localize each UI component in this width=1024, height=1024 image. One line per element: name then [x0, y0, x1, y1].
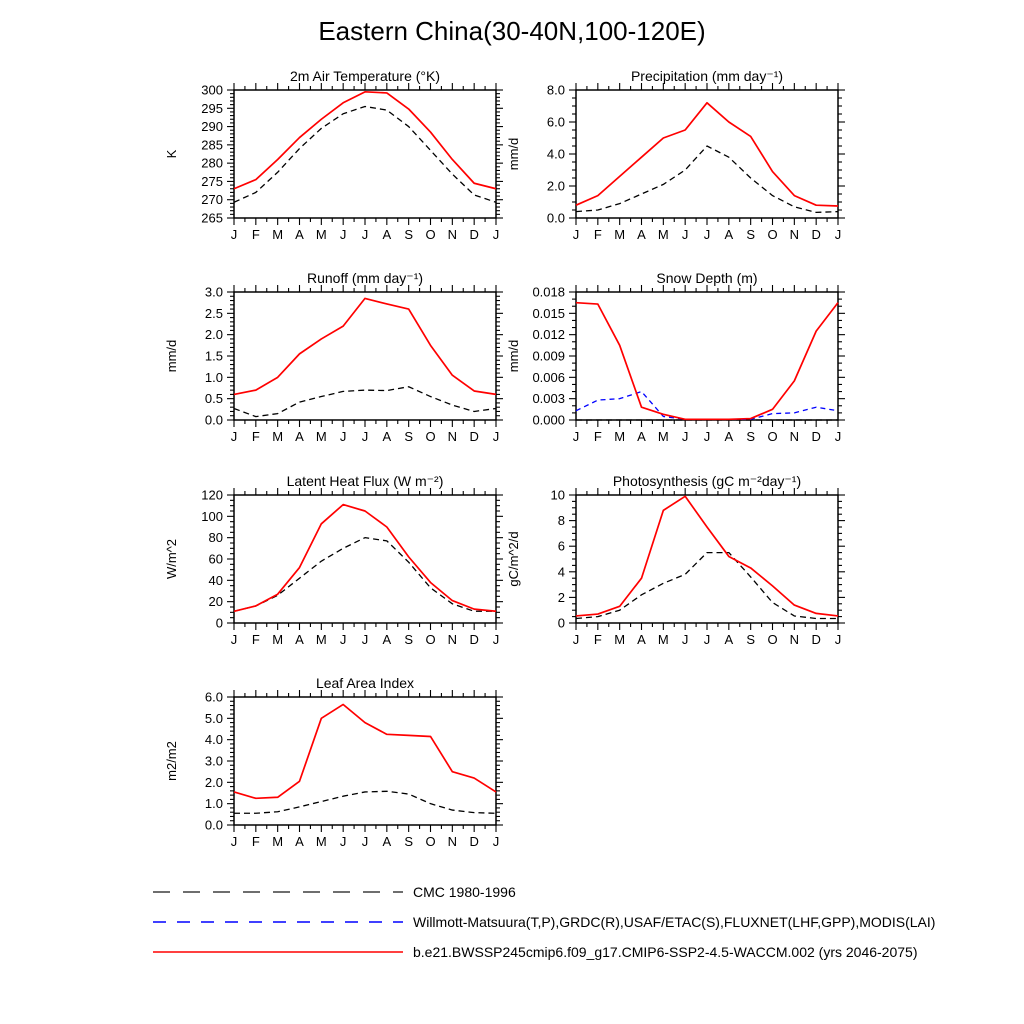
y-axis-label: m2/m2 — [164, 741, 179, 781]
x-tick-label: J — [834, 227, 842, 242]
plot-frame — [234, 495, 496, 623]
x-tick-label: J — [834, 429, 842, 444]
x-tick-label: F — [251, 632, 260, 647]
y-tick-label: 0.0 — [204, 412, 223, 428]
x-tick-label: S — [404, 834, 414, 849]
x-tick-label: F — [251, 429, 260, 444]
plot-frame — [234, 90, 496, 218]
x-tick-label: A — [382, 227, 392, 242]
x-tick-label: J — [339, 227, 347, 242]
y-tick-label: 0.0 — [204, 817, 223, 833]
y-tick-label: 0.015 — [532, 305, 565, 321]
y-tick-label: 280 — [201, 155, 223, 171]
x-tick-label: A — [637, 632, 646, 647]
x-tick-label: D — [469, 227, 479, 242]
x-tick-label: F — [593, 429, 602, 444]
x-tick-label: J — [361, 632, 369, 647]
y-tick-label: 270 — [201, 192, 223, 208]
y-tick-label: 0.0 — [546, 210, 565, 226]
x-tick-label: S — [404, 429, 414, 444]
legend-label-observations: Willmott-Matsuura(T,P),GRDC(R),USAF/ETAC(S),FLUXNET(LHF,GPP),MODIS(LAI) — [413, 914, 936, 930]
series-line — [234, 704, 496, 798]
x-tick-label: A — [295, 429, 304, 444]
x-tick-label: J — [361, 429, 369, 444]
legend-item-cmc — [153, 877, 1013, 907]
y-tick-label: 0.018 — [532, 284, 565, 300]
y-tick-label: 100 — [201, 508, 223, 524]
x-tick-label: J — [681, 632, 689, 647]
y-tick-label: 0.5 — [204, 391, 223, 407]
x-tick-label: J — [361, 227, 369, 242]
panel-photosynthesis-chart — [476, 467, 856, 663]
panel-title: Leaf Area Index — [315, 675, 415, 691]
x-tick-label: F — [251, 227, 260, 242]
x-tick-label: O — [767, 632, 778, 647]
x-tick-label: J — [230, 632, 238, 647]
y-tick-label: 300 — [201, 82, 223, 98]
y-tick-label: 6.0 — [204, 689, 223, 705]
x-tick-label: N — [447, 227, 458, 242]
panel-title: Precipitation (mm day⁻¹) — [630, 68, 784, 84]
x-tick-label: M — [614, 227, 626, 242]
x-tick-label: O — [767, 227, 778, 242]
x-tick-label: A — [637, 429, 646, 444]
x-tick-label: J — [361, 834, 369, 849]
legend — [153, 877, 1013, 967]
legend-line-sample-model — [153, 946, 403, 958]
x-tick-label: A — [295, 632, 304, 647]
panel-latent-heat-flux-chart — [134, 467, 514, 663]
panel-title: 2m Air Temperature (°K) — [289, 68, 441, 84]
plot-frame — [576, 495, 838, 623]
y-tick-label: 285 — [201, 137, 223, 153]
x-tick-label: M — [315, 429, 327, 444]
y-axis-label: mm/d — [506, 339, 521, 373]
x-tick-label: J — [834, 632, 842, 647]
x-tick-label: S — [404, 227, 414, 242]
x-tick-label: M — [272, 632, 284, 647]
x-tick-label: O — [425, 834, 436, 849]
series-line — [576, 303, 838, 420]
y-tick-label: 0.012 — [532, 327, 565, 343]
x-tick-label: D — [811, 632, 821, 647]
legend-line-sample-observations — [153, 916, 403, 928]
x-tick-label: J — [492, 834, 500, 849]
y-tick-label: 0 — [557, 615, 565, 631]
x-tick-label: A — [637, 227, 646, 242]
x-tick-label: O — [425, 632, 436, 647]
y-tick-label: 1.0 — [204, 796, 223, 812]
x-tick-label: F — [251, 834, 260, 849]
x-tick-label: J — [339, 632, 347, 647]
y-tick-label: 4.0 — [204, 732, 223, 748]
series-line — [234, 298, 496, 394]
x-tick-label: A — [724, 632, 734, 647]
x-tick-label: J — [492, 632, 500, 647]
panel-runoff-chart — [134, 264, 514, 460]
x-tick-label: M — [272, 834, 284, 849]
x-tick-label: J — [230, 227, 238, 242]
y-tick-label: 10 — [550, 487, 565, 503]
x-tick-label: M — [657, 429, 669, 444]
panel-leaf-area-index-chart — [134, 669, 514, 865]
y-tick-label: 275 — [201, 173, 223, 189]
x-tick-label: J — [492, 227, 500, 242]
y-tick-label: 290 — [201, 119, 223, 135]
y-axis-label: mm/d — [506, 137, 521, 171]
x-tick-label: S — [404, 632, 414, 647]
y-tick-label: 0.003 — [532, 391, 565, 407]
x-tick-label: J — [681, 429, 689, 444]
x-tick-label: M — [614, 632, 626, 647]
x-tick-label: A — [382, 834, 392, 849]
x-tick-label: N — [447, 834, 458, 849]
plot-frame — [234, 292, 496, 420]
x-tick-label: J — [230, 429, 238, 444]
series-line — [576, 496, 838, 616]
y-tick-label: 1.0 — [204, 369, 223, 385]
x-tick-label: M — [272, 227, 284, 242]
series-line — [234, 791, 496, 813]
panel-title: Snow Depth (m) — [656, 270, 758, 286]
x-tick-label: D — [469, 632, 479, 647]
x-tick-label: N — [447, 429, 458, 444]
x-tick-label: J — [703, 227, 711, 242]
series-line — [576, 392, 838, 420]
x-tick-label: S — [746, 429, 756, 444]
x-tick-label: M — [315, 632, 327, 647]
x-tick-label: S — [746, 632, 756, 647]
x-tick-label: N — [789, 429, 800, 444]
x-tick-label: A — [295, 834, 304, 849]
x-tick-label: M — [315, 834, 327, 849]
y-tick-label: 265 — [201, 210, 223, 226]
panel-air-temperature-chart — [134, 62, 514, 258]
series-line — [576, 103, 838, 206]
x-tick-label: O — [425, 227, 436, 242]
x-tick-label: S — [746, 227, 756, 242]
panel-title: Latent Heat Flux (W m⁻²) — [286, 473, 444, 489]
x-tick-label: N — [789, 632, 800, 647]
y-tick-label: 80 — [208, 530, 223, 546]
y-tick-label: 0 — [215, 615, 223, 631]
legend-label-cmc: CMC 1980-1996 — [413, 884, 516, 900]
y-tick-label: 5.0 — [204, 710, 223, 726]
y-tick-label: 2.5 — [204, 305, 223, 321]
x-tick-label: D — [811, 429, 821, 444]
panel-title: Photosynthesis (gC m⁻²day⁻¹) — [612, 473, 802, 489]
x-tick-label: A — [724, 429, 734, 444]
x-tick-label: J — [492, 429, 500, 444]
y-tick-label: 295 — [201, 100, 223, 116]
y-axis-label: mm/d — [164, 339, 179, 373]
x-tick-label: M — [614, 429, 626, 444]
series-line — [234, 387, 496, 417]
x-tick-label: N — [447, 632, 458, 647]
y-tick-label: 3.0 — [204, 284, 223, 300]
x-tick-label: J — [572, 429, 580, 444]
x-tick-label: M — [315, 227, 327, 242]
legend-item-observations — [153, 907, 1013, 937]
y-axis-label: W/m^2 — [164, 538, 179, 580]
x-tick-label: J — [681, 227, 689, 242]
y-tick-label: 2.0 — [546, 178, 565, 194]
panel-title: Runoff (mm day⁻¹) — [306, 270, 424, 286]
y-tick-label: 0.000 — [532, 412, 565, 428]
y-tick-label: 0.009 — [532, 348, 565, 364]
y-tick-label: 4.0 — [546, 146, 565, 162]
x-tick-label: J — [339, 834, 347, 849]
y-tick-label: 6 — [557, 538, 565, 554]
y-tick-label: 2 — [557, 589, 565, 605]
x-tick-label: J — [230, 834, 238, 849]
x-tick-label: D — [469, 429, 479, 444]
x-tick-label: J — [572, 227, 580, 242]
x-tick-label: A — [295, 227, 304, 242]
y-axis-label: K — [164, 149, 179, 159]
series-line — [234, 538, 496, 612]
x-tick-label: A — [382, 429, 392, 444]
y-tick-label: 2.0 — [204, 774, 223, 790]
panel-snow-depth-chart — [476, 264, 856, 460]
y-tick-label: 60 — [208, 551, 223, 567]
x-tick-label: A — [382, 632, 392, 647]
y-tick-label: 1.5 — [204, 348, 223, 364]
x-tick-label: M — [657, 227, 669, 242]
series-line — [234, 106, 496, 202]
x-tick-label: D — [469, 834, 479, 849]
legend-line-sample-cmc — [153, 886, 403, 898]
x-tick-label: J — [703, 429, 711, 444]
y-axis-label: gC/m^2/d — [506, 531, 521, 587]
y-tick-label: 40 — [208, 572, 223, 588]
y-tick-label: 8 — [557, 513, 565, 529]
x-tick-label: D — [811, 227, 821, 242]
x-tick-label: O — [425, 429, 436, 444]
plot-frame — [576, 90, 838, 218]
x-tick-label: F — [593, 227, 602, 242]
x-tick-label: F — [593, 632, 602, 647]
x-tick-label: M — [657, 632, 669, 647]
y-tick-label: 6.0 — [546, 114, 565, 130]
legend-label-model: b.e21.BWSSP245cmip6.f09_g17.CMIP6-SSP2-4.5-WACCM.002 (yrs 2046-2075) — [413, 944, 918, 960]
series-line — [234, 505, 496, 612]
x-tick-label: J — [703, 632, 711, 647]
legend-item-model — [153, 937, 1013, 967]
y-tick-label: 0.006 — [532, 369, 565, 385]
x-tick-label: J — [339, 429, 347, 444]
x-tick-label: J — [572, 632, 580, 647]
plot-frame — [576, 292, 838, 420]
y-tick-label: 4 — [557, 564, 565, 580]
plot-frame — [234, 697, 496, 825]
y-tick-label: 3.0 — [204, 753, 223, 769]
y-tick-label: 2.0 — [204, 327, 223, 343]
y-tick-label: 120 — [201, 487, 223, 503]
y-tick-label: 20 — [208, 594, 223, 610]
panel-precipitation-chart — [476, 62, 856, 258]
x-tick-label: A — [724, 227, 734, 242]
y-tick-label: 8.0 — [546, 82, 565, 98]
x-tick-label: M — [272, 429, 284, 444]
main-title: Eastern China(30-40N,100-120E) — [318, 16, 706, 46]
x-tick-label: N — [789, 227, 800, 242]
x-tick-label: O — [767, 429, 778, 444]
